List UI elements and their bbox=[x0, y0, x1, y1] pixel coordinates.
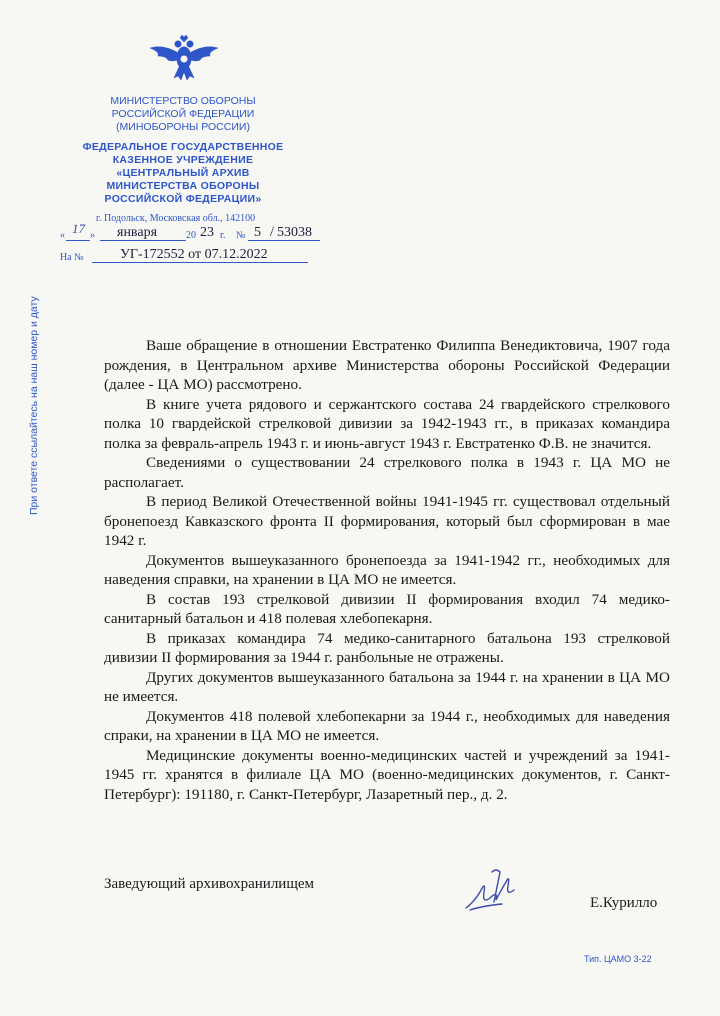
year-prefix: 20 bbox=[186, 230, 196, 241]
registration-line bbox=[60, 223, 320, 243]
reference-value: УГ-172552 от 07.12.2022 bbox=[120, 247, 268, 262]
handwritten-signature-icon bbox=[462, 862, 524, 914]
institution-name bbox=[60, 141, 306, 206]
body-paragraph: Документов вышеуказанного бронепоезда за 1941-1942 гг., необходимых для наведения справки, на хранении в ЦА МО не имеется. bbox=[104, 551, 670, 588]
registration-number-suffix: 53038 bbox=[277, 225, 312, 240]
body-paragraph: В период Великой Отечественной войны 1941-1945 гг. существовал отдельный бронепоезд Кавказского фронта II формирования, который был сформирован в мае 1942 г. bbox=[104, 493, 670, 549]
underline bbox=[92, 262, 308, 263]
institution-line: ФЕДЕРАЛЬНОЕ ГОСУДАРСТВЕННОЕ bbox=[82, 141, 284, 153]
double-headed-eagle-icon bbox=[148, 34, 220, 84]
print-code: Тип. ЦАМО 3-22 bbox=[584, 954, 652, 964]
reference-line bbox=[60, 245, 320, 265]
institution-line: «ЦЕНТРАЛЬНЫЙ АРХИВ bbox=[116, 167, 250, 179]
body-paragraph: В состав 193 стрелковой дивизии II формирования входил 74 медико-санитарный батальон и 418 полевая хлебопекарня. bbox=[104, 590, 670, 627]
ministry-name bbox=[98, 95, 268, 134]
underline bbox=[248, 240, 320, 241]
quote-close: » bbox=[90, 230, 95, 241]
registration-month: января bbox=[117, 225, 158, 240]
signatory-title: Заведующий архивохранилищем bbox=[104, 876, 315, 892]
underline bbox=[100, 240, 186, 241]
institution-line: РОССИЙСКОЙ ФЕДЕРАЦИИ» bbox=[104, 193, 262, 205]
body-paragraph: Ваше обращение в отношении Евстратенко Филиппа Венедиктовича, 1907 года рождения, в Центральном архиве Министерства обороны Российской Федерации (далее - ЦА МО) рассмотрено. bbox=[104, 337, 670, 393]
body-paragraph: В приказах командира 74 медико-санитарного батальона 193 стрелковой дивизии II формирования за 1944 г. ранбольные не отражены. bbox=[104, 629, 670, 666]
signatory-name: Е.Курилло bbox=[590, 895, 658, 911]
body-paragraph: Медицинские документы военно-медицинских частей и учреждений за 1941-1945 гг. хранятся в филиале ЦА МО (военно-медицинских документов, г. Санкт-Петербург): 191180, г. Санкт-Петербург, Лазаретный пер., д. 2. bbox=[104, 746, 670, 803]
registration-number: 5 bbox=[254, 225, 261, 240]
side-note: При ответе ссылайтесь на наш номер и дату bbox=[28, 296, 40, 515]
underline bbox=[66, 240, 90, 241]
institution-line: КАЗЕННОЕ УЧРЕЖДЕНИЕ bbox=[112, 154, 254, 166]
year-suffix: г. bbox=[220, 230, 226, 241]
institution-line: МИНИСТЕРСТВА ОБОРОНЫ bbox=[106, 180, 260, 192]
number-label: № bbox=[236, 230, 246, 241]
address: г. Подольск, Московская обл., 142100 bbox=[96, 213, 256, 224]
ministry-line: РОССИЙСКОЙ ФЕДЕРАЦИИ bbox=[111, 108, 255, 120]
reference-label: На № bbox=[60, 252, 84, 263]
registration-year: 23 bbox=[200, 225, 214, 240]
letter-body bbox=[104, 336, 670, 804]
number-separator: / bbox=[270, 225, 274, 240]
ministry-line: МИНИСТЕРСТВО ОБОРОНЫ bbox=[110, 95, 256, 107]
body-paragraph: В книге учета рядового и сержантского состава 24 гвардейского стрелкового полка 10 гвардейской стрелковой дивизии за 1942-1943 гг., в приказах командира полка за февраль-апрель 1943 г. и июнь-август 1943 г. Евстратенко Ф.В. не значится. bbox=[104, 395, 670, 452]
quote-open: « bbox=[60, 230, 65, 241]
registration-day: 17 bbox=[72, 221, 85, 236]
body-paragraph: Других документов вышеуказанного батальона за 1944 г. на хранении в ЦА МО не имеется. bbox=[104, 668, 670, 705]
ministry-line: (МИНОБОРОНЫ РОССИИ) bbox=[116, 121, 250, 133]
body-paragraph: Документов 418 полевой хлебопекарни за 1944 г., необходимых для наведения спраки, на хранении в ЦА МО не имеется. bbox=[104, 707, 670, 744]
body-paragraph: Сведениями о существовании 24 стрелкового полка в 1943 г. ЦА МО не располагает. bbox=[104, 454, 670, 491]
